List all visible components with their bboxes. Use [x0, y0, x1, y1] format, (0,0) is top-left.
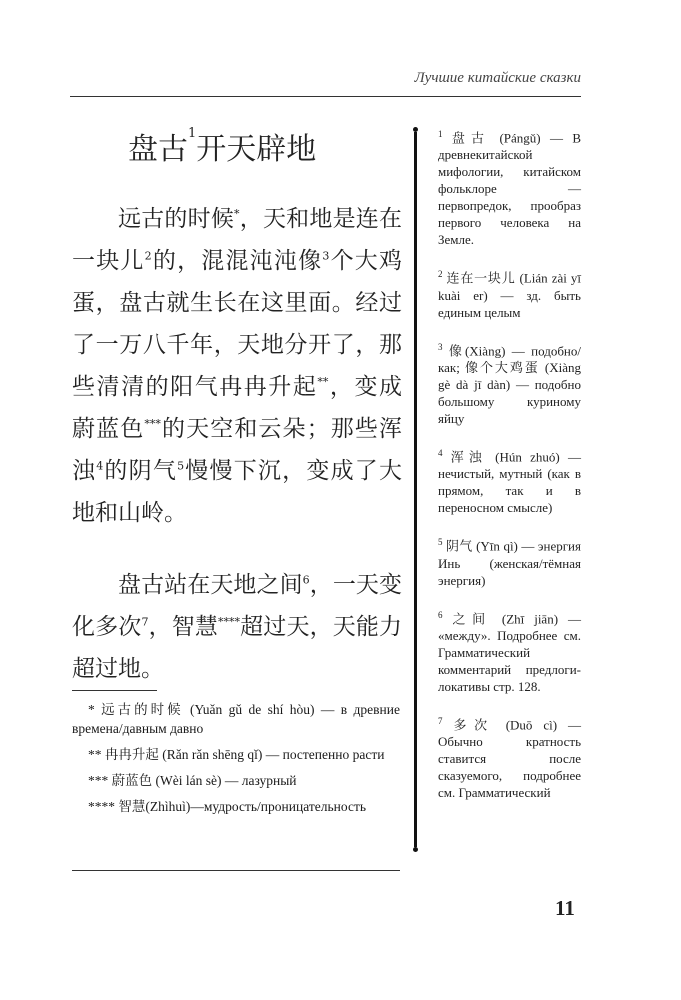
text-run: 的，混混沌沌像: [151, 248, 323, 274]
note-marker: 7: [141, 615, 149, 629]
glossary-number: 4: [438, 447, 443, 458]
text-run: ，变成蔚蓝色: [72, 374, 403, 442]
footnote-rule: [72, 690, 157, 691]
bottom-rule: [72, 870, 400, 871]
story-title-part1: 盘古: [128, 132, 188, 167]
glossary-entry: [438, 534, 581, 588]
page-number: 11: [555, 896, 575, 920]
glossary-entry: [438, 339, 581, 427]
glossary-number: 3: [438, 341, 443, 352]
running-header: Лучшие китайские сказки: [414, 70, 581, 86]
glossary-entry: [438, 607, 581, 695]
text-run: 的天空和云朵；那些浑浊: [72, 416, 403, 484]
footnote: **** 智慧(Zhìhuì)—мудрость/проницательность: [88, 799, 366, 814]
story-title-part2: 开天辟地: [196, 132, 317, 167]
text-run: 个大鸡蛋，盘古就生长在这里面。经过了一万八千年，天地分开了，那些清清的阳气冉冉升起: [72, 248, 403, 400]
note-marker: 2: [144, 249, 152, 263]
glossary-entry: [438, 266, 581, 320]
glossary-number: 1: [438, 129, 443, 139]
note-marker: 3: [322, 249, 330, 263]
glossary-text: 连在一块儿 (Lián zài yī kuài er) — зд. быть единым целым: [438, 270, 582, 320]
note-marker: **: [317, 375, 329, 389]
footnote: ** 冉冉升起 (Rǎn rǎn shēng qǐ) — постепенно расти: [88, 747, 385, 762]
glossary-number: 5: [438, 537, 443, 548]
text-run: 超过天，天能力超过地。: [72, 614, 403, 682]
sidebar-divider: [414, 132, 417, 847]
text-run: 慢慢下沉，变成了大地和山岭。: [72, 458, 403, 526]
glossary-entry: [438, 445, 581, 516]
text-run: ，智慧: [148, 614, 219, 640]
glossary-entry: [438, 126, 581, 248]
glossary-text: 多次 (Duō cì) — Обычно кратность ставится после сказуемого, подробнее см. Грамматический: [438, 717, 582, 801]
story-paragraph-1: [72, 198, 402, 534]
note-marker: *: [234, 207, 240, 221]
footnote: * 远古的时候 (Yuǎn gǔ de shí hòu) — в древние времена/давным давно: [72, 702, 400, 736]
glossary-entry: [438, 713, 581, 801]
note-marker: 6: [302, 573, 310, 587]
glossary: [438, 126, 581, 819]
glossary-text: 盘古 (Pángǔ) — В древнекитайской мифологии, китайском фольклоре — первопредок, прообраз первого человека на Земле.: [438, 130, 581, 248]
glossary-number: 2: [438, 269, 443, 280]
glossary-number: 6: [438, 609, 443, 620]
text-run: ，天和地是连在一块儿: [72, 206, 403, 274]
note-marker: ****: [218, 615, 241, 629]
text-run: 的阴气: [103, 458, 178, 484]
text-run: 远古的时候: [118, 206, 235, 232]
divider-dot: [413, 127, 418, 132]
footnotes: [72, 700, 400, 823]
text-run: 盘古站在天地之间: [118, 572, 303, 598]
glossary-number: 7: [438, 715, 443, 726]
note-marker: 4: [96, 459, 104, 473]
note-marker: 5: [177, 459, 185, 473]
story-title-note: 1: [188, 126, 197, 141]
story-title: [128, 124, 316, 168]
glossary-text: 浑浊 (Hún zhuó) — нечистый, мутный (как в прямом, так и в переносном смысле): [438, 449, 581, 516]
story-paragraph-2: [72, 564, 402, 690]
header-rule: [70, 96, 581, 97]
footnote: *** 蔚蓝色 (Wèi lán sè) — лазурный: [88, 773, 297, 788]
divider-dot: [413, 847, 418, 852]
note-marker: ***: [144, 417, 161, 431]
text-run: ，一天变化多次: [72, 572, 403, 640]
glossary-text: 之间 (Zhī jiān) — «между». Подробнее см. Грамматический комментарий предлоги-локативы стр. 128.: [438, 610, 581, 694]
glossary-text: 阴气 (Yīn qì) — энергия Инь (женская/тёмная энергия): [438, 538, 581, 588]
glossary-text: 像(Xiàng) — подобно/как; 像个大鸡蛋 (Xiàng gè dà jī dàn) — подобно большому куриному яйцу: [438, 342, 581, 426]
